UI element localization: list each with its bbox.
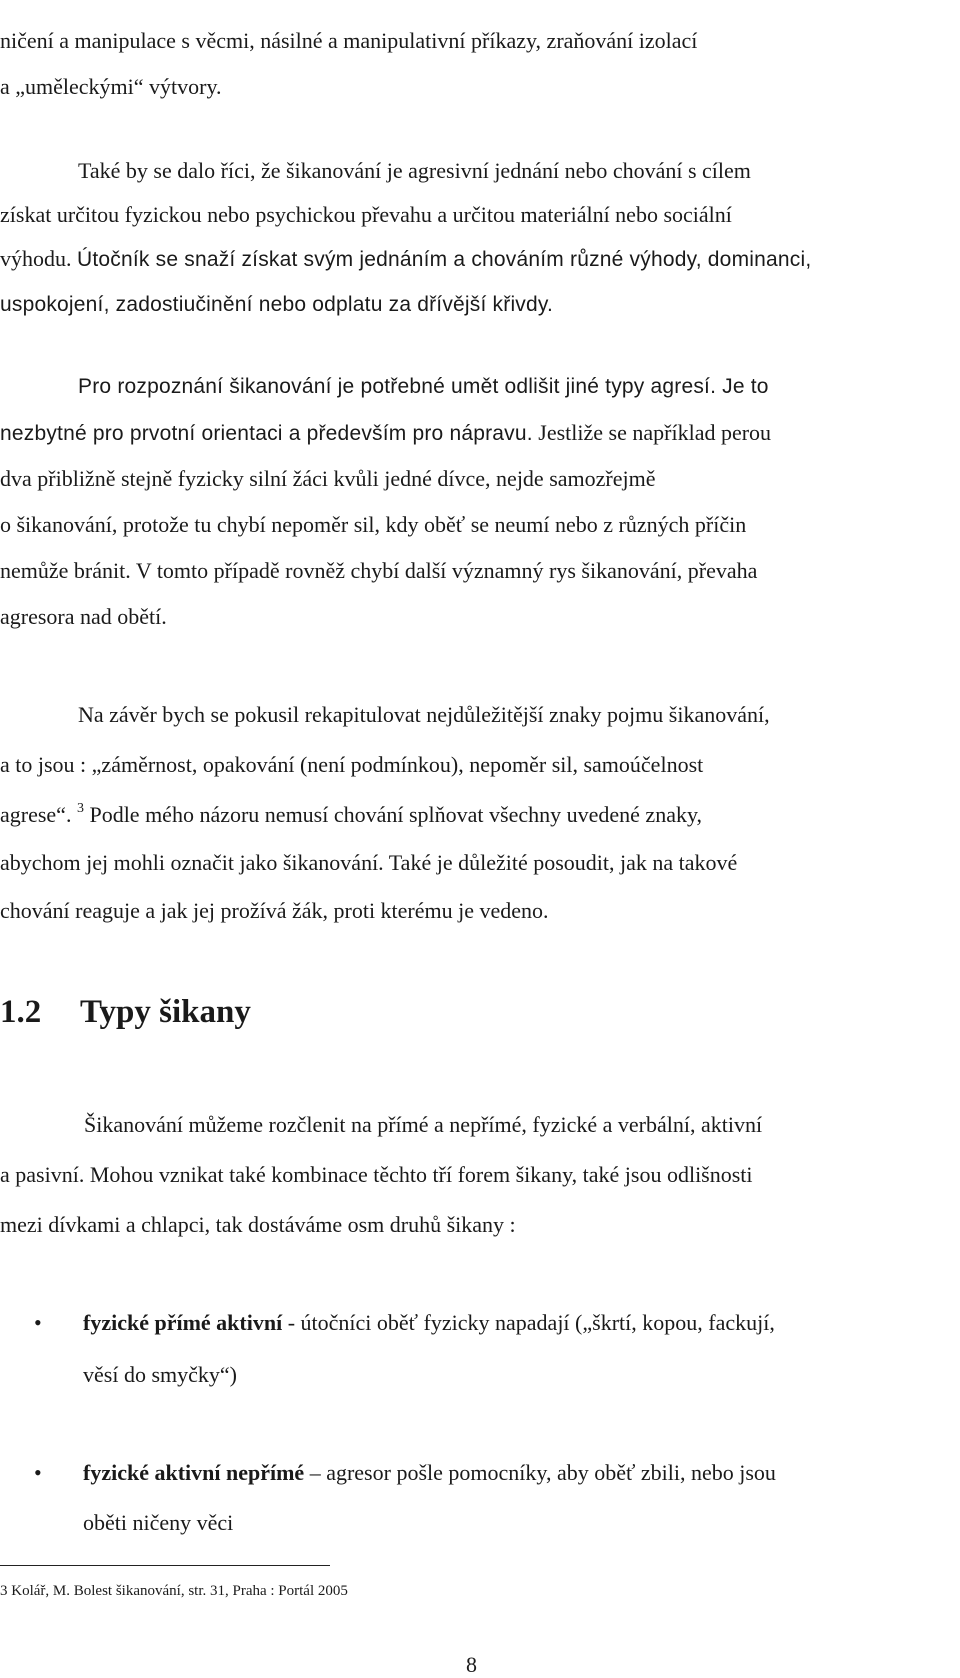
text-run: ničení a manipulace s věcmi, násilné a manipulativní příkazy, zraňování izolací (0, 28, 698, 53)
text-run: a pasivní. Mohou vznikat také kombinace těchto tří forem šikany, také jsou odlišnosti (0, 1162, 753, 1187)
footnote-marker: 3 (76, 801, 84, 816)
paragraph-line (84, 1112, 960, 1138)
text-run: a „uměleckými“ výtvory. (0, 74, 222, 99)
section-heading (0, 992, 251, 1032)
paragraph-line (0, 246, 960, 273)
section-title: Typy šikany (80, 994, 251, 1030)
paragraph-line (0, 604, 960, 630)
paragraph-line (0, 898, 960, 924)
text-run: mezi dívkami a chlapci, tak dostáváme osm druhů šikany : (0, 1212, 516, 1237)
list-item (83, 1460, 960, 1486)
paragraph-line (0, 420, 960, 447)
paragraph-line (0, 74, 960, 100)
paragraph-line (0, 558, 960, 584)
bullet-marker: • (34, 1310, 42, 1335)
footnote-separator (0, 1565, 330, 1566)
text-run: a to jsou : „záměrnost, opakování (není podmínkou), nepoměr sil, samoúčelnost (0, 752, 704, 777)
page-number: 8 (466, 1652, 477, 1677)
paragraph-line (0, 202, 960, 228)
list-item-text: – agresor pošle pomocníky, aby oběť zbili, nebo jsou (304, 1460, 776, 1485)
text-run: oběti ničeny věci (83, 1510, 234, 1535)
text-run: Šikanování můžeme rozčlenit na přímé a nepřímé, fyzické a verbální, aktivní (84, 1112, 763, 1137)
paragraph-line (0, 28, 957, 54)
text-run: Podle mého názoru nemusí chování splňovat všechny uvedené znaky, (89, 802, 703, 827)
list-item-term: fyzické přímé aktivní (83, 1310, 283, 1335)
text-run: chování reaguje a jak jej prožívá žák, proti kterému je vedeno. (0, 898, 549, 923)
text-run: agrese“. (0, 802, 72, 827)
list-item-continuation (83, 1510, 960, 1536)
paragraph-line (0, 802, 960, 832)
section-number: 1.2 (0, 994, 42, 1030)
paragraph-line (78, 374, 960, 400)
text-run: získat určitou fyzickou nebo psychickou převahu a určitou materiální nebo sociální (0, 202, 732, 227)
paragraph-line (0, 512, 960, 538)
paragraph-line (0, 466, 960, 492)
text-run: nezbytné pro prvotní orientaci a především pro nápravu. (0, 422, 533, 445)
text-run: uspokojení, zadostiučinění nebo odplatu za dřívější křivdy. (0, 293, 554, 316)
text-run: výhodu. (0, 246, 72, 271)
list-item-continuation (83, 1362, 960, 1388)
paragraph-line (0, 1212, 960, 1238)
text-run: agresora nad obětí. (0, 604, 167, 629)
paragraph-line (0, 752, 960, 778)
paragraph-line (78, 158, 960, 184)
text-run: o šikanování, protože tu chybí nepoměr sil, kdy oběť se neumí nebo z různých příčin (0, 512, 747, 537)
text-run: dva přibližně stejně fyzicky silní žáci kvůli jedné dívce, nejde samozřejmě (0, 466, 656, 491)
text-run: nemůže bránit. V tomto případě rovněž chybí další významný rys šikanování, převaha (0, 558, 758, 583)
text-run: abychom jej mohli označit jako šikanování. Také je důležité posoudit, jak na takové (0, 850, 738, 875)
list-item-term: fyzické aktivní nepřímé (83, 1460, 305, 1485)
list-item (83, 1310, 960, 1336)
paragraph-line (0, 1162, 960, 1188)
list-item-text: - útočníci oběť fyzicky napadají („škrtí, kopou, fackují, (282, 1310, 775, 1335)
bullet-marker: • (34, 1460, 42, 1485)
text-run: věsí do smyčky“) (83, 1362, 237, 1387)
text-run: Útočník se snaží získat svým jednáním a chováním různé výhody, dominanci, (77, 248, 812, 271)
footnote: 3 Kolář, M. Bolest šikanování, str. 31, Praha : Portál 2005 (0, 1583, 348, 1599)
text-run: Na závěr bych se pokusil rekapitulovat nejdůležitější znaky pojmu šikanování, (78, 702, 770, 727)
paragraph-line (0, 292, 960, 318)
text-run: Také by se dalo říci, že šikanování je agresivní jednání nebo chování s cílem (78, 158, 751, 183)
text-run: Jestliže se například perou (538, 420, 772, 445)
paragraph-line (0, 850, 960, 876)
text-run: Pro rozpoznání šikanování je potřebné umět odlišit jiné typy agresí. Je to (78, 375, 769, 398)
paragraph-line (78, 702, 960, 728)
